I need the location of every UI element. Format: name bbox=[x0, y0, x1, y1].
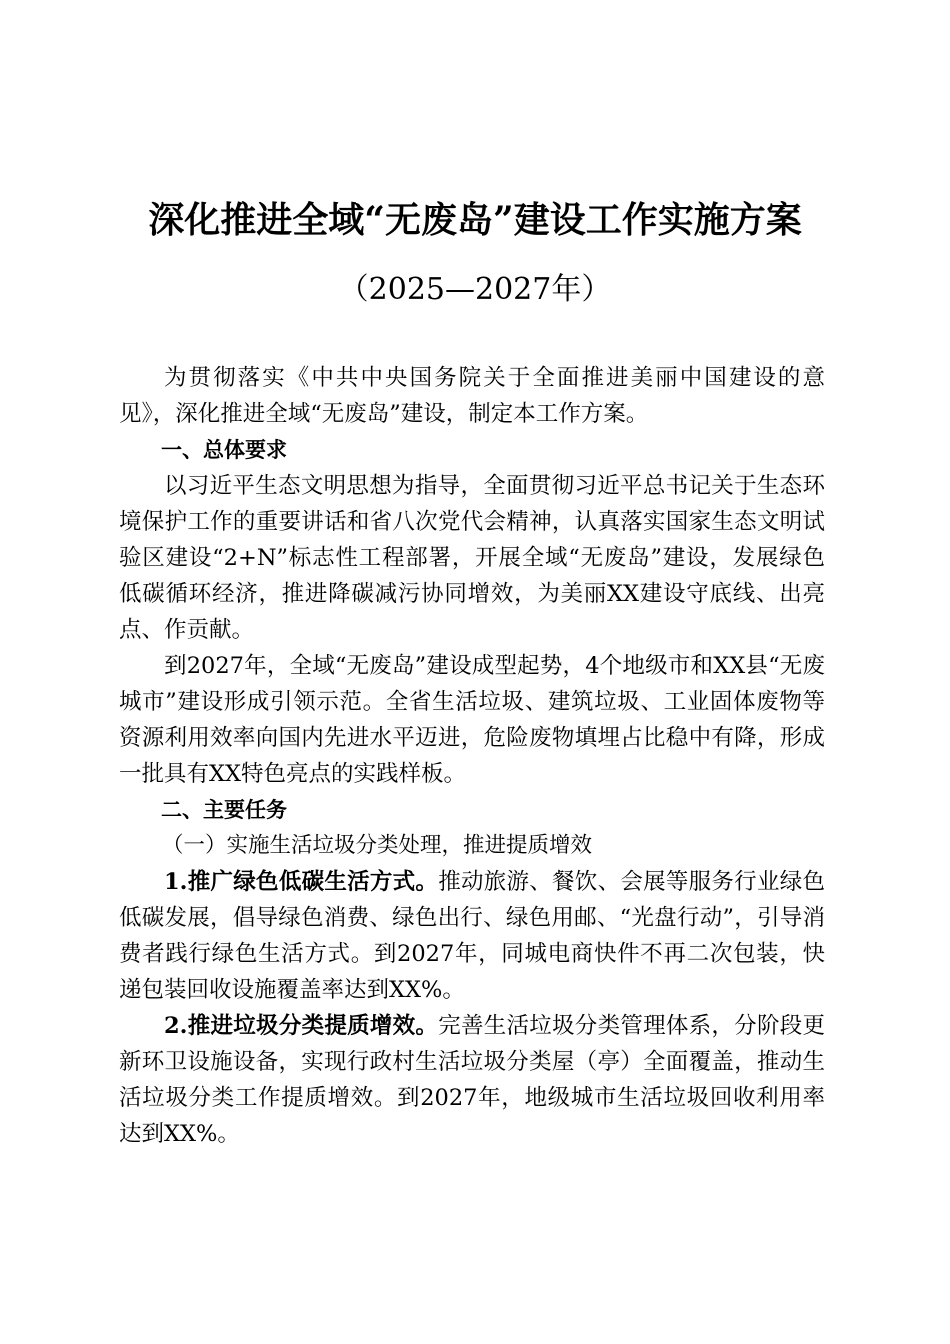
guidance-paragraph: 以习近平生态文明思想为指导，全面贯彻习近平总书记关于生态环境保护工作的重要讲话和省八次党代会精神，认真落实国家生态文明试验区建设“2+N”标志性工程部署，开展全域“无废岛”建设，发展绿色低碳循环经济，推进降碳减污协同增效，为美丽XX建设守底线、出亮点、作贡献。 bbox=[119, 473, 825, 643]
task-item-2-lead: 2.推进垃圾分类提质增效。 bbox=[164, 1013, 439, 1039]
task-item-1 bbox=[119, 864, 825, 1008]
section-heading-main-tasks: 二、主要任务 bbox=[161, 798, 287, 822]
task-item-1-lead: 1.推广绿色低碳生活方式。 bbox=[164, 869, 439, 895]
task-item-2 bbox=[119, 1008, 825, 1152]
subsection-heading-waste-sorting: （一）实施生活垃圾分类处理，推进提质增效 bbox=[162, 833, 593, 858]
intro-paragraph: 为贯彻落实《中共中央国务院关于全面推进美丽中国建设的意见》，深化推进全域“无废岛”建设，制定本工作方案。 bbox=[119, 365, 825, 427]
task-item-1-text: 推动旅游、餐饮、会展等服务行业绿色低碳发展，倡导绿色消费、绿色出行、绿色用邮、“光盘行动”，引导消费者践行绿色生活方式。到2027年，同城电商快件不再二次包装，快递包装回收设施覆盖率达到XX%。 bbox=[119, 869, 825, 1003]
goals-paragraph: 到2027年，全域“无废岛”建设成型起势，4个地级市和XX县“无废城市”建设形成引领示范。全省生活垃圾、建筑垃圾、工业固体废物等资源利用效率向国内先进水平迈进，危险废物填埋占比稳中有降，形成一批具有XX特色亮点的实践样板。 bbox=[119, 653, 825, 787]
section-heading-general-requirements: 一、总体要求 bbox=[161, 438, 287, 462]
document-subtitle: （2025—2027年） bbox=[338, 272, 612, 307]
document-body bbox=[119, 360, 825, 1152]
document-title: 深化推进全域“无废岛”建设工作实施方案 bbox=[148, 199, 802, 241]
task-item-2-text: 完善生活垃圾分类管理体系，分阶段更新环卫设施设备，实现行政村生活垃圾分类屋（亭）全面覆盖，推动生活垃圾分类工作提质增效。到2027年，地级城市生活垃圾回收利用率达到XX%。 bbox=[119, 1013, 825, 1147]
